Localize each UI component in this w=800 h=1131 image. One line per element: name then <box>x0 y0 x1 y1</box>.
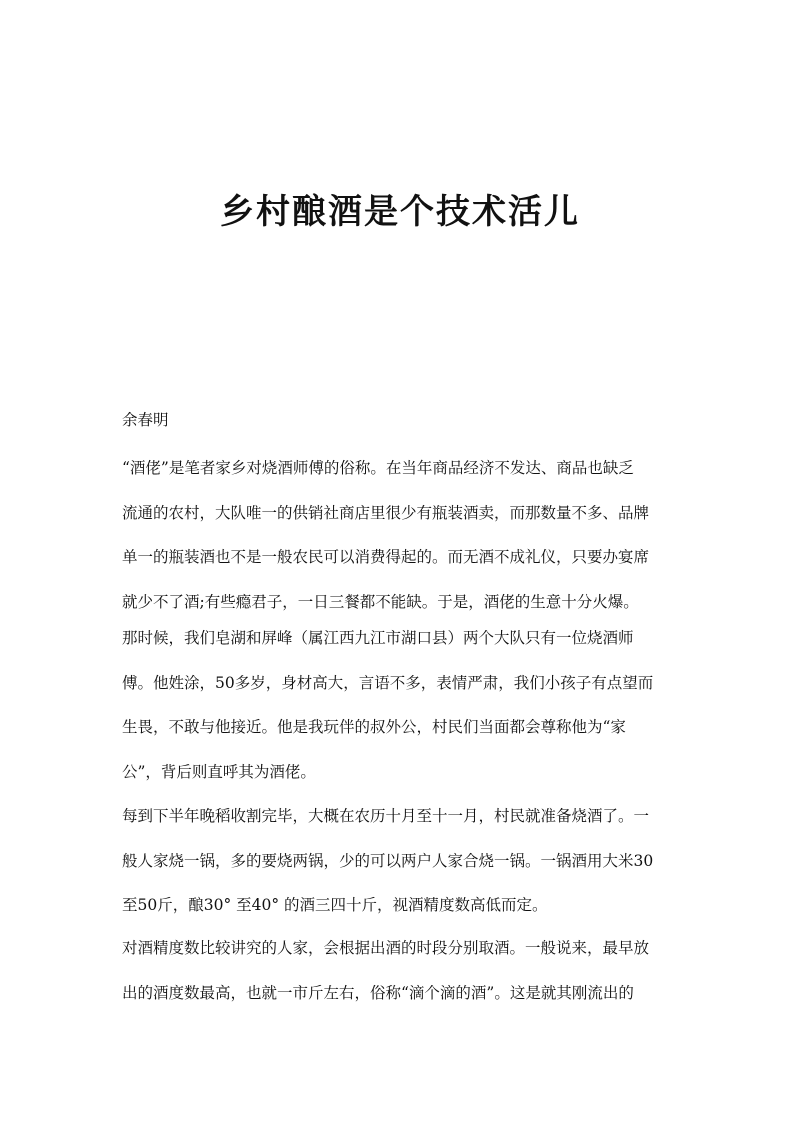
paragraph-line: 单一的瓶装酒也不是一般农民可以消费得起的。而无酒不成礼仪，只要办宴席 <box>122 548 650 566</box>
paragraph-3 <box>122 806 678 940</box>
author-name: 余春明 <box>122 411 169 429</box>
paragraph-line: 出的酒度数最高，也就一市斤左右，俗称“滴个滴的酒”。这是就其刚流出的 <box>122 983 634 1002</box>
paragraph-line: 每到下半年晚稻收割完毕，大概在农历十月至十一月，村民就准备烧酒了。一 <box>122 807 650 825</box>
paragraph-line: 公”，背后则直呼其为酒佬。 <box>122 762 316 781</box>
paragraph-line: 那时候，我们皂湖和屏峰（属江西九江市湖口县）两个大队只有一位烧酒师 <box>122 629 634 647</box>
paragraph-line: 流通的农村，大队唯一的供销社商店里很少有瓶装酒卖，而那数量不多、品牌 <box>122 503 650 522</box>
paragraph-2 <box>122 628 678 806</box>
paragraph-line: 对酒精度数比较讲究的人家，会根据出酒的时段分别取酒。一般说来，最早放 <box>122 939 650 957</box>
paragraph-line: 至50斤，酿30° 至40° 的酒三四十斤，视酒精度数高低而定。 <box>122 896 548 914</box>
document-title: 乡村酿酒是个技术活儿 <box>220 192 580 232</box>
paragraph-1 <box>122 458 678 636</box>
paragraph-4 <box>122 938 678 1027</box>
paragraph-line: 般人家烧一锅，多的要烧两锅，少的可以两户人家合烧一锅。一锅酒用大米30 <box>122 851 654 870</box>
paragraph-line: 生畏，不敢与他接近。他是我玩伴的叔外公，村民们当面都会尊称他为“家 <box>122 718 626 736</box>
paragraph-line: 傅。他姓涂，50多岁，身材高大，言语不多，表情严肃，我们小孩子有点望而 <box>122 673 654 692</box>
paragraph-line: 就少不了酒;有些瘾君子，一日三餐都不能缺。于是，酒佬的生意十分火爆。 <box>122 592 639 611</box>
paragraph-line: “酒佬”是笔者家乡对烧酒师傅的俗称。在当年商品经济不发达、商品也缺乏 <box>122 459 634 477</box>
